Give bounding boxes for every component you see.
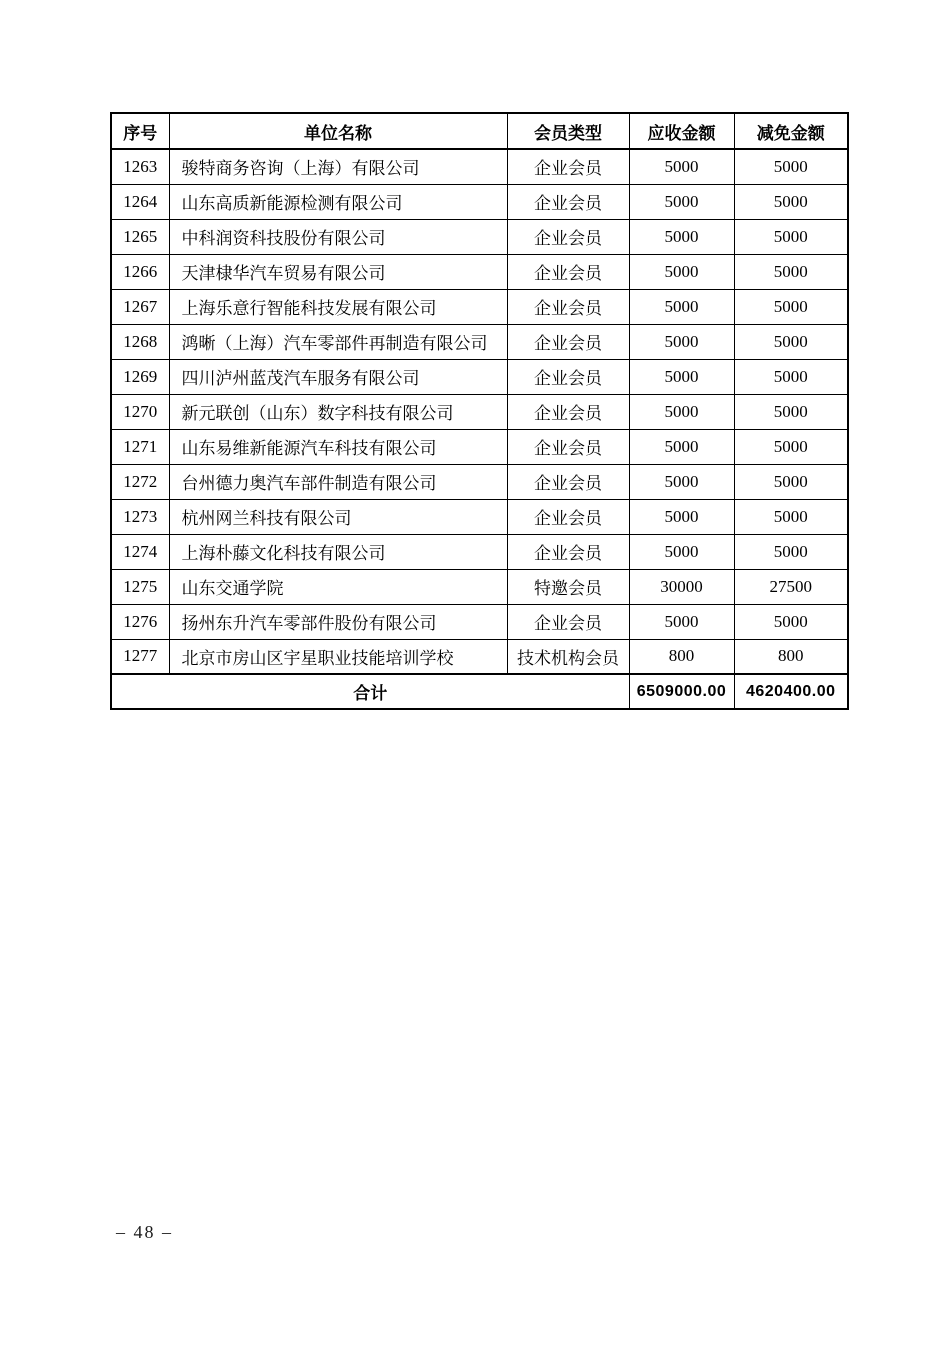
total-row <box>111 674 848 709</box>
table-row <box>111 394 848 429</box>
cell-member-type: 企业会员 <box>507 429 629 464</box>
cell-receivable: 5000 <box>629 604 734 639</box>
cell-unit-name: 北京市房山区宇星职业技能培训学校 <box>169 639 507 674</box>
cell-reduction: 5000 <box>734 464 848 499</box>
col-header-reduction: 减免金额 <box>734 113 848 149</box>
cell-reduction: 27500 <box>734 569 848 604</box>
cell-unit-name: 扬州东升汽车零部件股份有限公司 <box>169 604 507 639</box>
cell-member-type: 企业会员 <box>507 149 629 184</box>
cell-receivable: 5000 <box>629 359 734 394</box>
membership-fee-table <box>110 112 849 710</box>
cell-serial: 1270 <box>111 394 169 429</box>
cell-member-type: 企业会员 <box>507 184 629 219</box>
table-row <box>111 254 848 289</box>
cell-receivable: 5000 <box>629 324 734 359</box>
cell-serial: 1267 <box>111 289 169 324</box>
table-row <box>111 639 848 674</box>
cell-unit-name: 上海朴藤文化科技有限公司 <box>169 534 507 569</box>
cell-receivable: 800 <box>629 639 734 674</box>
cell-serial: 1266 <box>111 254 169 289</box>
cell-reduction: 5000 <box>734 394 848 429</box>
cell-receivable: 5000 <box>629 289 734 324</box>
cell-receivable: 5000 <box>629 219 734 254</box>
cell-reduction: 5000 <box>734 289 848 324</box>
table-header-row <box>111 113 848 149</box>
col-header-unit-name: 单位名称 <box>169 113 507 149</box>
col-header-receivable: 应收金额 <box>629 113 734 149</box>
col-header-serial: 序号 <box>111 113 169 149</box>
table-row <box>111 499 848 534</box>
cell-unit-name: 山东易维新能源汽车科技有限公司 <box>169 429 507 464</box>
cell-unit-name: 骏特商务咨询（上海）有限公司 <box>169 149 507 184</box>
cell-member-type: 技术机构会员 <box>507 639 629 674</box>
cell-member-type: 企业会员 <box>507 394 629 429</box>
cell-reduction: 800 <box>734 639 848 674</box>
cell-unit-name: 山东交通学院 <box>169 569 507 604</box>
cell-serial: 1271 <box>111 429 169 464</box>
table-row <box>111 184 848 219</box>
cell-reduction: 5000 <box>734 184 848 219</box>
cell-serial: 1276 <box>111 604 169 639</box>
col-header-member-type: 会员类型 <box>507 113 629 149</box>
cell-receivable: 5000 <box>629 429 734 464</box>
table-row <box>111 429 848 464</box>
cell-serial: 1265 <box>111 219 169 254</box>
cell-serial: 1263 <box>111 149 169 184</box>
cell-member-type: 企业会员 <box>507 359 629 394</box>
cell-unit-name: 天津棣华汽车贸易有限公司 <box>169 254 507 289</box>
cell-member-type: 企业会员 <box>507 289 629 324</box>
cell-receivable: 5000 <box>629 464 734 499</box>
cell-unit-name: 杭州网兰科技有限公司 <box>169 499 507 534</box>
table-row <box>111 324 848 359</box>
cell-receivable: 5000 <box>629 394 734 429</box>
cell-unit-name: 山东高质新能源检测有限公司 <box>169 184 507 219</box>
cell-serial: 1275 <box>111 569 169 604</box>
cell-serial: 1272 <box>111 464 169 499</box>
cell-member-type: 企业会员 <box>507 464 629 499</box>
cell-receivable: 5000 <box>629 149 734 184</box>
cell-reduction: 5000 <box>734 604 848 639</box>
cell-reduction: 5000 <box>734 534 848 569</box>
cell-serial: 1273 <box>111 499 169 534</box>
table-row <box>111 289 848 324</box>
table-row <box>111 149 848 184</box>
table-row <box>111 569 848 604</box>
cell-serial: 1268 <box>111 324 169 359</box>
cell-unit-name: 台州德力奥汽车部件制造有限公司 <box>169 464 507 499</box>
cell-serial: 1277 <box>111 639 169 674</box>
cell-receivable: 5000 <box>629 534 734 569</box>
cell-receivable: 5000 <box>629 254 734 289</box>
cell-serial: 1274 <box>111 534 169 569</box>
cell-member-type: 企业会员 <box>507 604 629 639</box>
cell-reduction: 5000 <box>734 324 848 359</box>
cell-serial: 1269 <box>111 359 169 394</box>
table-row <box>111 534 848 569</box>
cell-member-type: 企业会员 <box>507 534 629 569</box>
cell-reduction: 5000 <box>734 254 848 289</box>
cell-serial: 1264 <box>111 184 169 219</box>
cell-member-type: 企业会员 <box>507 324 629 359</box>
cell-member-type: 特邀会员 <box>507 569 629 604</box>
total-label: 合计 <box>111 674 629 709</box>
cell-reduction: 5000 <box>734 499 848 534</box>
cell-unit-name: 上海乐意行智能科技发展有限公司 <box>169 289 507 324</box>
total-receivable: 6509000.00 <box>629 674 734 709</box>
cell-receivable: 30000 <box>629 569 734 604</box>
cell-member-type: 企业会员 <box>507 254 629 289</box>
cell-member-type: 企业会员 <box>507 219 629 254</box>
table-row <box>111 464 848 499</box>
table-row <box>111 359 848 394</box>
cell-receivable: 5000 <box>629 499 734 534</box>
total-reduction: 4620400.00 <box>734 674 848 709</box>
cell-reduction: 5000 <box>734 149 848 184</box>
page-number: – 48 – <box>116 1222 173 1242</box>
cell-unit-name: 新元联创（山东）数字科技有限公司 <box>169 394 507 429</box>
cell-reduction: 5000 <box>734 219 848 254</box>
table-body <box>111 149 848 674</box>
cell-reduction: 5000 <box>734 429 848 464</box>
cell-receivable: 5000 <box>629 184 734 219</box>
table-row <box>111 604 848 639</box>
cell-unit-name: 中科润资科技股份有限公司 <box>169 219 507 254</box>
table-row <box>111 219 848 254</box>
cell-reduction: 5000 <box>734 359 848 394</box>
cell-member-type: 企业会员 <box>507 499 629 534</box>
cell-unit-name: 鸿晰（上海）汽车零部件再制造有限公司 <box>169 324 507 359</box>
cell-unit-name: 四川泸州蓝茂汽车服务有限公司 <box>169 359 507 394</box>
